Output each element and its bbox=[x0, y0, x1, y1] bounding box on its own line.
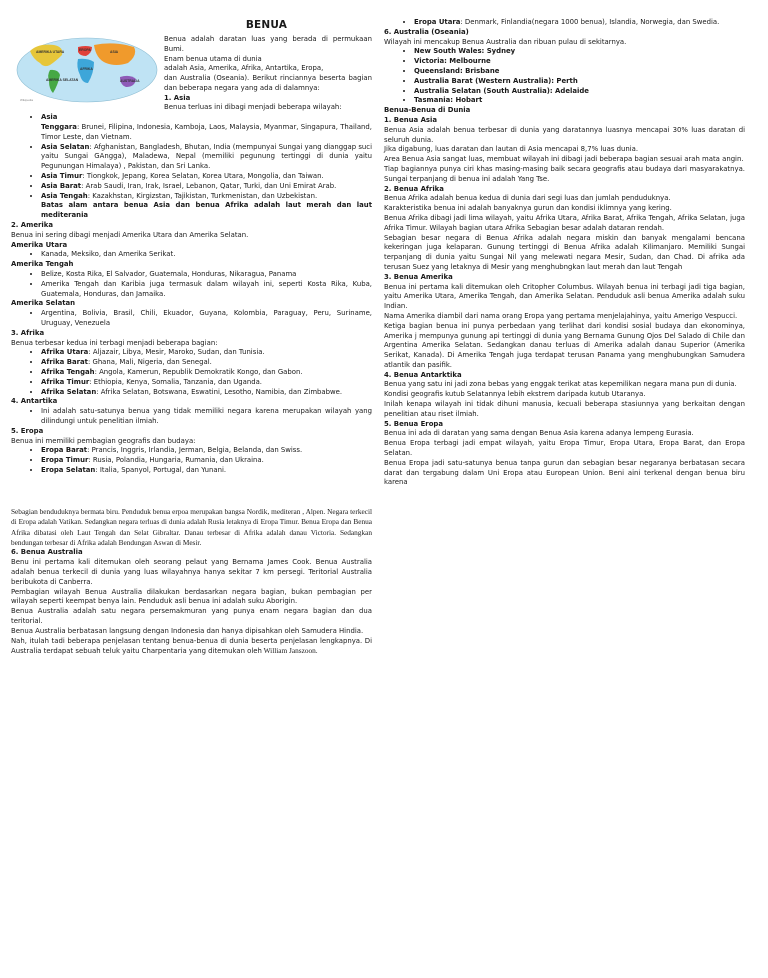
benua-eropa-para-2: Benua Eropa terbagi jadi empat wilayah, yaitu Eropa Timur, Eropa Utara, Eropa Barat, dan Eropa Selatan. bbox=[384, 439, 745, 458]
list-item: • Asia Selatan: Afghanistan, Bangladesh, Bhutan, India (mempunyai Sungai yang dianggap suci yaitu Sungai GAngga), Maladewa, Nepal (memiliki pegunung tertinggi di dunia yaitu Pegunungan Himalaya) , Pakistan, dan Sri Lanka. bbox=[41, 143, 372, 172]
benua-afrika-para-2: Karakteristika benua ini adalah banyaknya gurun dan kondisi iklimnya yang kering. bbox=[384, 204, 672, 213]
right-column bbox=[384, 18, 745, 488]
benua-australia-para-3: Benua Australia adalah satu negara persemakmuran yang punya enam negara bagian dan dua teritorial. bbox=[11, 607, 372, 626]
intro-section bbox=[11, 35, 372, 113]
asia-heading: 1. Asia bbox=[164, 93, 191, 102]
benua-asia-para-2: Jika digabung, luas daratan dan lautan di Asia mencapai 8,7% luas dunia. bbox=[384, 145, 639, 154]
amerika-utara-heading: Amerika Utara bbox=[11, 240, 68, 249]
benua-amerika-para-1: Benua ini pertama kali ditemukan oleh Critopher Columbus. Wilayah benua ini terbagi jadi tiga bagian, yaitu Amerika Utara, Amerika Tengah, dan Amerika Selatan. Penduduk asli benua Amerika adalah suku Indian. bbox=[384, 282, 745, 311]
map-label-europe: EROPA bbox=[79, 47, 91, 52]
map-label-australia: AUSTRALIA bbox=[120, 78, 140, 83]
map-caption: Wikipedia bbox=[20, 97, 34, 102]
list-item: • Australia Selatan (South Australia): Adelaide bbox=[414, 87, 745, 97]
list-item: • Afrika Barat: Ghana, Mali, Nigeria, dan Senegal. bbox=[41, 358, 372, 368]
map-label-north-america: AMERIKA UTARA bbox=[36, 49, 65, 54]
benua-amerika-para-2: Nama Amerika diambil dari nama orang Eropa yang pertama menjelajahinya, yaitu Amerigo Vespucci. bbox=[384, 311, 738, 320]
map-label-south-america: AMERIKA SELATAN bbox=[46, 77, 79, 82]
list-item: • New South Wales: Sydney bbox=[414, 47, 745, 57]
benua-afrika-para-3: Benua Afrika dibagi jadi lima wilayah, yaitu Afrika Utara, Afrika Barat, Afrika Tengah, Afrika Selatan, juga Afrika Timur. Wilayah bagian utara Afrika Sebagian besar adalah dataran rendah. bbox=[384, 213, 745, 232]
benua-australia-para-1: Benu ini pertama kali ditemukan oleh seorang pelaut yang Bernama James Cook. Benua Australia adalah benua terkecil di dunia yang luas wilayahnya hanya sekitar 7 km persegi. Teritorial Australia beribukota di Canberra. bbox=[11, 558, 372, 586]
list-item: • Argentina, Bolivia, Brasil, Chili, Ekuador, Guyana, Kolombia, Paraguay, Peru, Suriname, Uruguay, Venezuela bbox=[41, 309, 372, 329]
benua-amerika-para-3: Ketiga bagian benua ini punya perbedaan yang terlihat dari kondisi sosial budaya dan ekonominya, Amerika j mempunya gunung api tertinggi di dunia yang Bernama Gunung Ojos Del Salado di Chile dan Argentina Amerika Selatan. Sedangkan danau terluas di Amerika adalah danau Superior (Amerika Serikat, Kanada). Di Amerika Tengah juga terdapat terusan Panama yang menghubungkan Samudera atlantik dan pasifik. bbox=[384, 321, 745, 369]
eropa-heading: 5. Eropa bbox=[11, 426, 44, 435]
benua-asia-para-1: Benua Asia adalah benua terbesar di dunia yang daratannya luasnya mencapai 30% luas daratan di seluruh dunia. bbox=[384, 125, 745, 144]
page-title: BENUA bbox=[245, 19, 288, 31]
amerika-heading: 2. Amerika bbox=[11, 221, 53, 230]
left-column-bottom bbox=[11, 507, 372, 657]
australia-desc: Wilayah ini mencakup Benua Australia dan ribuan pulau di sekitarnya. bbox=[384, 37, 627, 46]
asia-list bbox=[11, 113, 372, 201]
benua-antartika-heading: 4. Benua Antarktika bbox=[384, 370, 462, 379]
australia-list bbox=[384, 47, 745, 106]
australia-heading: 6. Australia (Oseania) bbox=[384, 27, 469, 36]
benua-antartika-para-2: Kondisi geografis kutub Selatannya lebih ekstrem daripada kutub Utaranya. bbox=[384, 390, 646, 399]
benua-australia-para-4: Benua Australia berbatasan langsung dengan Indonesia dan hanya dipisahkan oleh Samudera Hindia. bbox=[11, 626, 364, 635]
eropa-desc: Benua ini memiliki pembagian geografis dan budaya: bbox=[11, 436, 196, 445]
left-column bbox=[11, 18, 372, 476]
benua-afrika-para-4: Sebagian besar negara di Benua Afrika adalah negara miskin dan banyak mengalami bencana kekeringan juga kelaparan. Gunung tertinggi di Benua Afrika adalah Kilimanjaro. Memiliki Sungai terpanjang di dunia yaitu Sungai Nil yang melewati negara Mesir, Sudan, dan Chad. Di afrika ada terusan Suez yang letaknya di Mesir yang menghubngkan laut merah dan laut Tengah bbox=[384, 233, 745, 271]
list-item: • Tasmania: Hobart bbox=[414, 96, 745, 106]
asia-boundary-note: Batas alam antara benua Asia dan benua Afrika adalah laut merah dan laut mediterania bbox=[41, 201, 372, 220]
benua-amerika-heading: 3. Benua Amerika bbox=[384, 272, 453, 281]
benua-eropa-para-1: Benua ini ada di daratan yang sama dengan Benua Asia karena adanya lempeng Eurasia. bbox=[384, 429, 694, 438]
benua-antartika-para-3: Inilah kenapa wilayah ini tidak dihuni manusia, kecuali beberapa stasiunnya yang berkaitan dengan penelitian atau riset ilmiah. bbox=[384, 400, 745, 418]
intro-line-3: adalah Asia, Amerika, Afrika, Antartika, Eropa, bbox=[164, 64, 324, 73]
intro-line-2: Enam benua utama di dunia bbox=[164, 54, 262, 63]
intro-line-4: dan Australia (Oseania). Berikut rinciannya beserta bagian dan beberapa negara yang ada di dalamnya: bbox=[164, 74, 372, 92]
list-item: • Afrika Tengah: Angola, Kamerun, Republik Demokratik Kongo, dan Gabon. bbox=[41, 368, 372, 378]
list-item: • Belize, Kosta Rika, El Salvador, Guatemala, Honduras, Nikaragua, Panama bbox=[41, 270, 372, 280]
benua-benua-heading: Benua-Benua di Dunia bbox=[384, 106, 471, 115]
amerika-tengah-list bbox=[11, 270, 372, 299]
asia-desc: Benua terluas ini dibagi menjadi beberapa wilayah: bbox=[164, 103, 342, 112]
closing-paragraph: Nah, itulah tadi beberapa penjelasan tentang benua-benua di dunia beserta penjelasan lengkapnya. Di Australia terdapat sebuah teluk yaitu Charpentaria yang ditemukan oleh William Janszoon. bbox=[11, 636, 372, 656]
amerika-utara-list bbox=[11, 250, 372, 260]
antartika-list bbox=[11, 407, 372, 427]
list-item: • Victoria: Melbourne bbox=[414, 57, 745, 67]
map-label-asia: ASIA bbox=[110, 49, 119, 54]
benua-asia-para-3: Area Benua Asia sangat luas, membuat wilayah ini dibagi jadi beberapa bagian sesuai arah mata angin. bbox=[384, 155, 744, 164]
world-map-image bbox=[16, 37, 158, 103]
list-item: • Asia Tengah: Kazakhstan, Kirgizstan, Tajikistan, Turkmenistan, dan Uzbekistan. bbox=[41, 192, 372, 202]
afrika-heading: 3. Afrika bbox=[11, 328, 45, 337]
benua-antartika-para-1: Benua yang satu ini jadi zona bebas yang enggak terikat atas kepemilikan negara mana pun di dunia. bbox=[384, 380, 737, 389]
intro-line-1: Benua adalah daratan luas yang berada di permukaan Bumi. bbox=[164, 34, 372, 53]
benua-afrika-heading: 2. Benua Afrika bbox=[384, 184, 444, 193]
amerika-selatan-list bbox=[11, 309, 372, 329]
list-item: • Asia Tenggara: Brunei, Filipina, Indonesia, Kamboja, Laos, Malaysia, Myanmar, Singapura, Thailand, Timor Leste, dan Vietnam. bbox=[41, 113, 372, 142]
list-item: • Afrika Utara: Aljazair, Libya, Mesir, Maroko, Sudan, dan Tunisia. bbox=[41, 348, 372, 358]
eropa-list bbox=[11, 446, 372, 475]
benua-asia-heading: 1. Benua Asia bbox=[384, 115, 438, 124]
amerika-tengah-heading: Amerika Tengah bbox=[11, 260, 74, 269]
afrika-desc: Benua terbesar kedua ini terbagi menjadi beberapa bagian: bbox=[11, 338, 218, 347]
amerika-selatan-heading: Amerika Selatan bbox=[11, 299, 76, 308]
map-label-africa: AFRIKA bbox=[80, 66, 93, 71]
list-item: • Afrika Timur: Ethiopia, Kenya, Somalia, Tanzania, dan Uganda. bbox=[41, 378, 372, 388]
list-item: • Ini adalah satu-satunya benua yang tidak memiliki negara karena merupakan wilayah yang dilindungi untuk penelitian ilmiah. bbox=[41, 407, 372, 427]
list-item: • Kanada, Meksiko, dan Amerika Serikat. bbox=[41, 250, 372, 260]
list-item: • Eropa Timur: Rusia, Polandia, Hungaria, Rumania, dan Ukraina. bbox=[41, 456, 372, 466]
list-item: • Eropa Utara: Denmark, Finlandia(negara 1000 benua), Islandia, Norwegia, dan Swedia. bbox=[414, 18, 745, 28]
list-item: • Amerika Tengah dan Karibia juga termasuk dalam wilayah ini, seperti Kosta Rika, Kuba, Guatemala, Honduras, dan Jamaika. bbox=[41, 280, 372, 300]
eropa-list-continued bbox=[384, 18, 745, 28]
list-item: • Eropa Selatan: Italia, Spanyol, Portugal, dan Yunani. bbox=[41, 466, 372, 476]
benua-eropa-heading: 5. Benua Eropa bbox=[384, 419, 444, 428]
antartika-heading: 4. Antartika bbox=[11, 397, 58, 406]
list-item: • Afrika Selatan: Afrika Selatan, Botswana, Eswatini, Lesotho, Namibia, dan Zimbabwe. bbox=[41, 388, 372, 398]
amerika-desc: Benua ini sering dibagi menjadi Amerika Utara dan Amerika Selatan. bbox=[11, 230, 249, 239]
benua-australia-para-2: Pembagian wilayah Benua Australia dilakukan berdasarkan negara bagian, bukan pembagian per wilayah seperti keempat benya lain. Penduduk asli benua ini adalah suku Aborigin. bbox=[11, 587, 372, 606]
eropa-continuation: Sebagian benduduknya bermata biru. Penduduk benua erpoa merupakan bangsa Nordik, mediteran , Alpen. Negara terkecil di Eropa adalah Vatikan. Sedangkan negara terluas di dunia adalah Rusia letaknya di Eropa Timur. Benua Eropa dan Benua Afrika dibatasi oleh Laut Tengah dan Selat Gibraltar. Danau terbesar di Afrika adalah danau Victoria. Sedangkan bendungan terbesar di Afrika adalah Bendungan Aswan di Mesir. bbox=[11, 507, 372, 548]
intro-text bbox=[164, 35, 372, 113]
list-item: • Queensland: Brisbane bbox=[414, 67, 745, 77]
list-item: • Australia Barat (Western Australia): Perth bbox=[414, 77, 745, 87]
list-item: • Eropa Barat: Prancis, Inggris, Irlandia, Jerman, Belgia, Belanda, dan Swiss. bbox=[41, 446, 372, 456]
benua-afrika-para-1: Benua Afrika adalah benua kedua di dunia dari segi luas dan jumlah penduduknya. bbox=[384, 194, 671, 203]
afrika-list bbox=[11, 348, 372, 397]
list-item: • Asia Barat: Arab Saudi, Iran, Irak, Israel, Lebanon, Qatar, Turki, dan Uni Emirat Arab. bbox=[41, 182, 372, 192]
list-item: • Asia Timur: Tiongkok, Jepang, Korea Selatan, Korea Utara, Mongolia, dan Taiwan. bbox=[41, 172, 372, 182]
benua-australia-heading: 6. Benua Australia bbox=[11, 548, 83, 557]
benua-eropa-para-3: Benua Eropa jadi satu-satunya benua tanpa gurun dan sebagian besar negaranya berbatasan secara darat dan tergabung dalam Uni Eropa atau European Union. Beni aini terkenal dengan benua biru karena bbox=[384, 458, 745, 487]
benua-asia-para-4: Tiap bagiannya punya ciri khas masing-masing baik secara geografis atau budaya dari masyarakatnya. Sungai terpanjang di benua ini adalah Yang Tse. bbox=[384, 164, 745, 183]
